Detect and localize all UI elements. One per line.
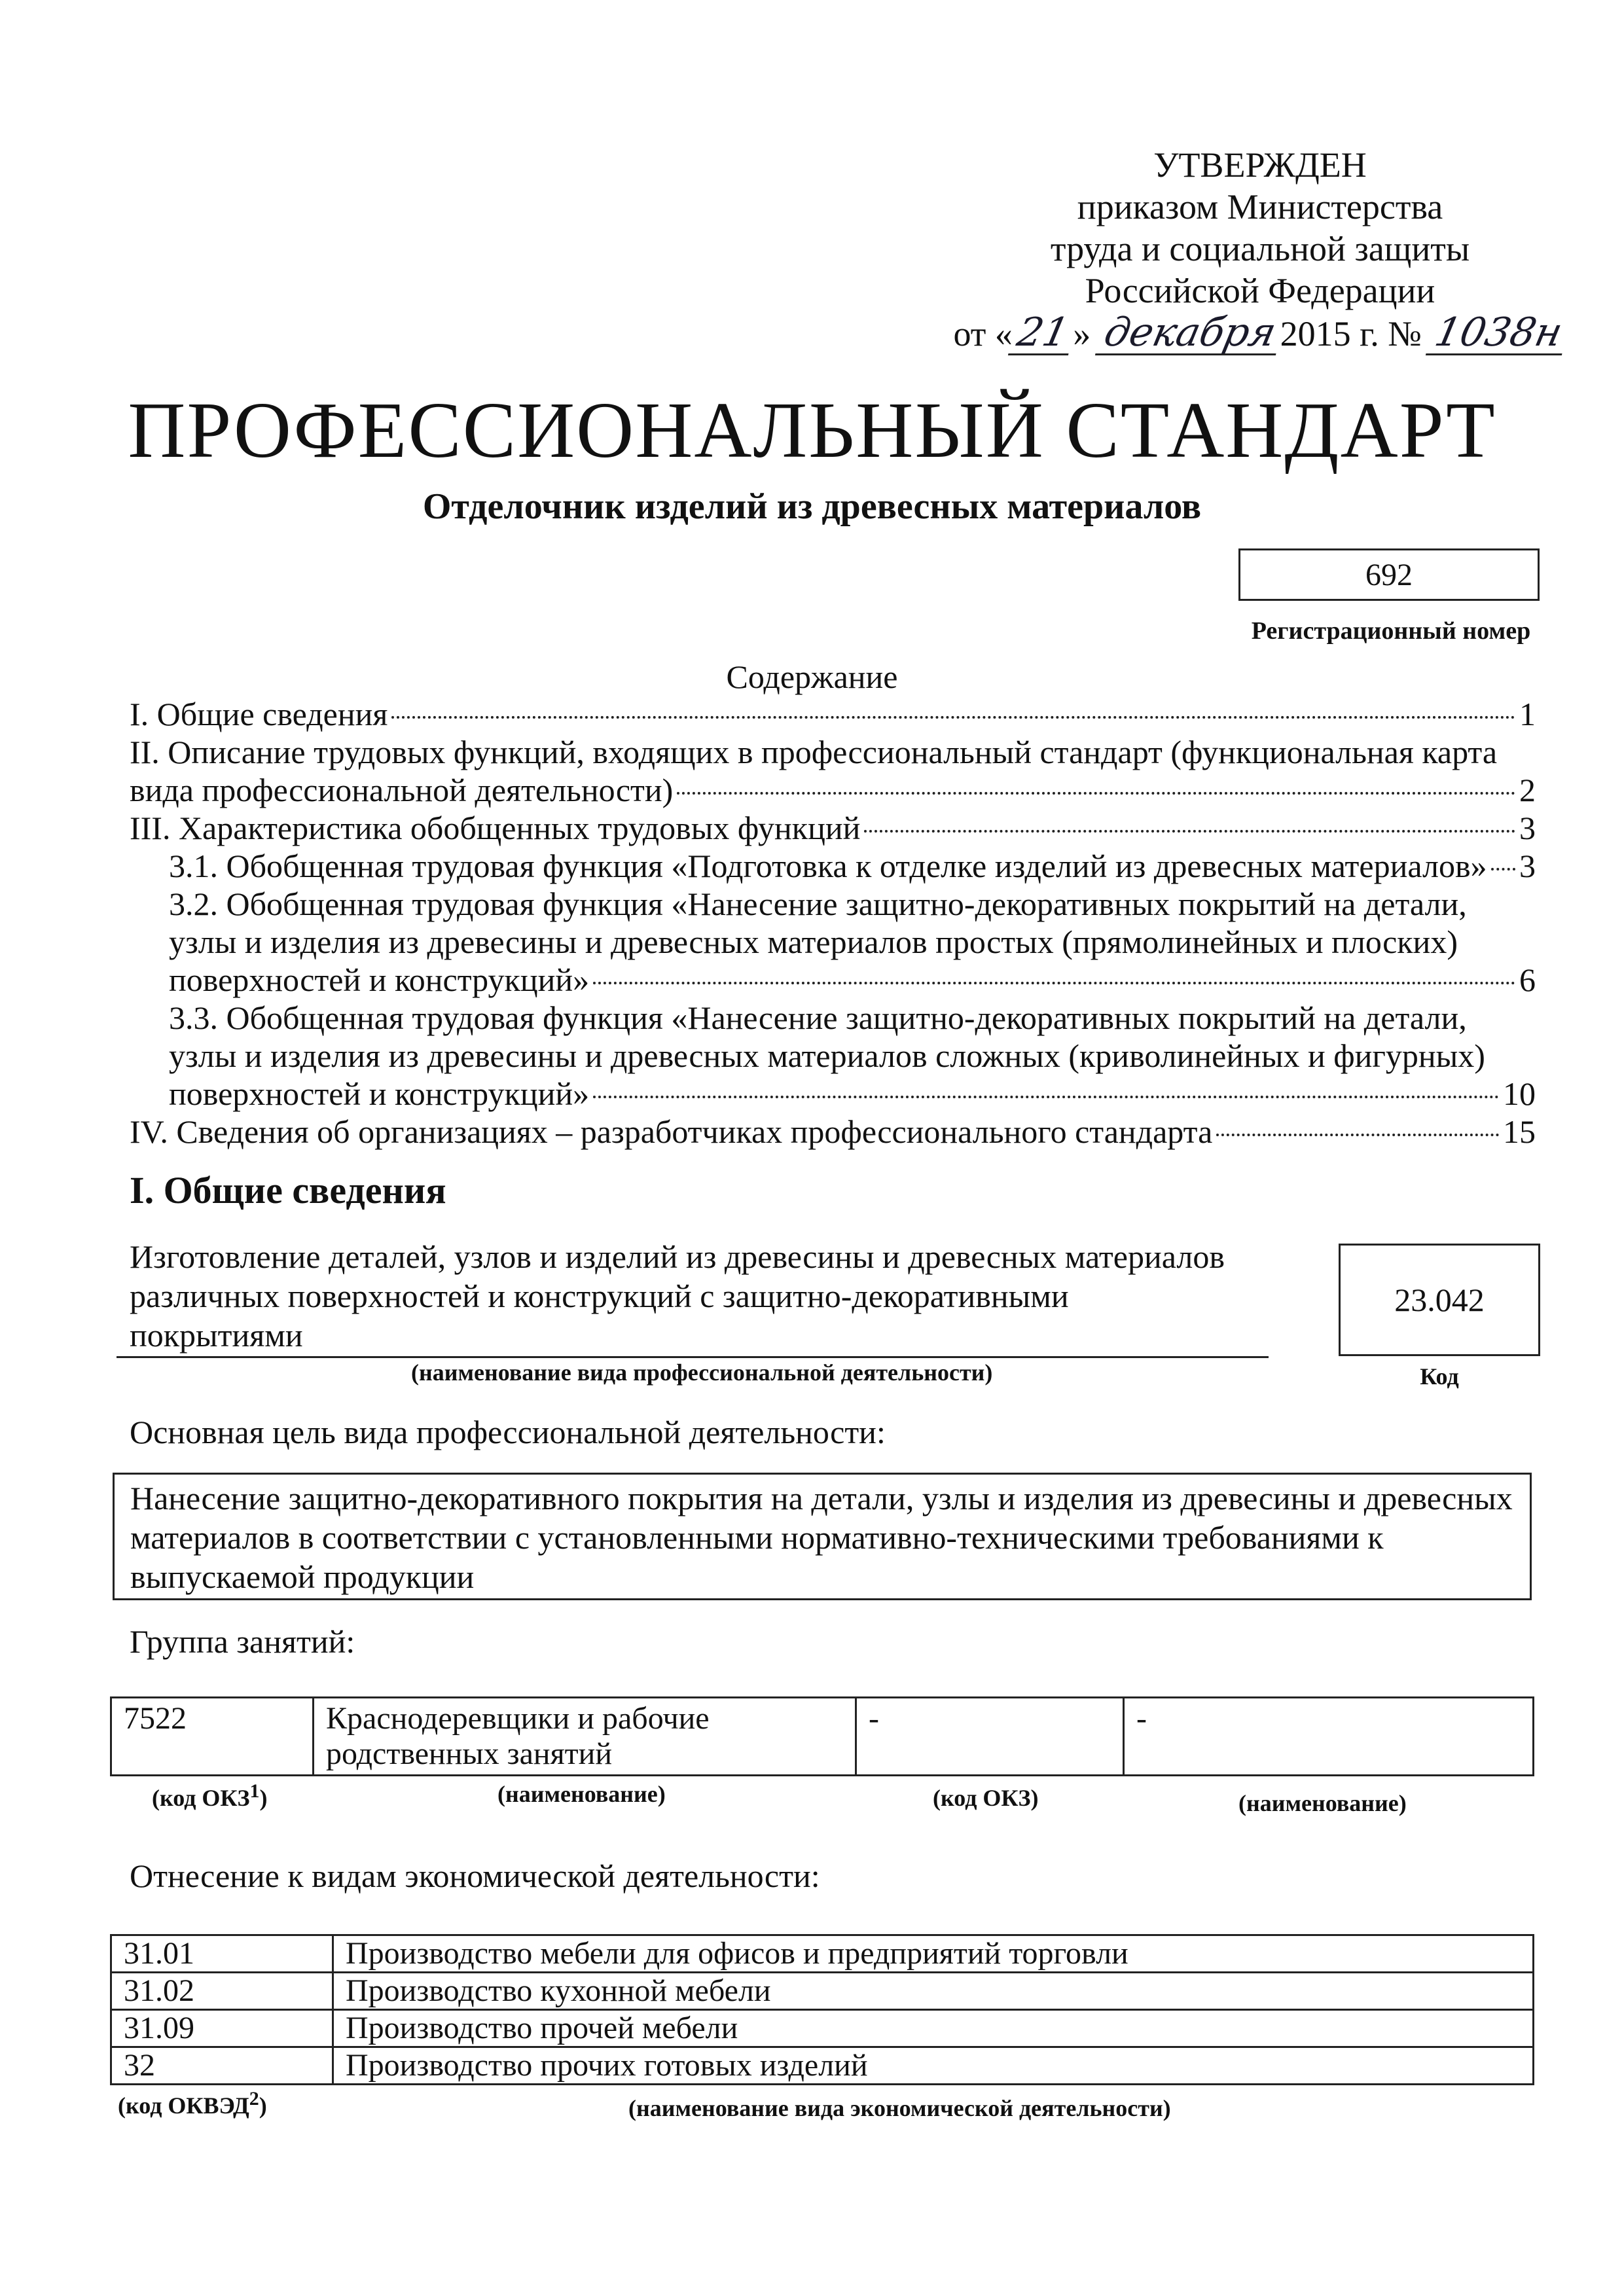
table-row [111,1698,1534,1776]
date-day-handwritten: 21 [1008,312,1078,355]
okz-name-cell [314,1698,856,1776]
activity-code-box: 23.042 [1339,1244,1540,1356]
occupation-group-table [110,1696,1534,1776]
date-mid: » [1073,314,1091,353]
okz-name-caption-2: (наименование) [1238,1790,1407,1816]
goal-line-2: материалов в соответствии с установленными нормативно-техническими требованиями к [130,1519,1384,1556]
okz-code-caption-2: (код ОКЗ) [933,1785,1039,1811]
goal-label: Основная цель вида профессиональной деятельности: [130,1414,886,1450]
table-row [111,2047,1534,2085]
okz-code-caption: (код ОКЗ$^1$) [152,1780,268,1811]
okved-code-cell: 32 [111,2047,333,2085]
date-prefix: от « [953,314,1013,353]
activity-line-3: покрытиями [130,1317,303,1354]
table-row [111,1935,1534,1973]
date-month-handwritten: декабря [1095,312,1285,355]
econ-activity-table [110,1934,1534,2085]
toc-leader [593,982,1515,984]
approval-line-4: Российской Федерации [1085,271,1435,310]
okved-name-cell: Производство кухонной мебели [333,1973,1534,2010]
econ-activity-label: Отнесение к видам экономической деятельности: [130,1857,820,1894]
toc-entry-ii[interactable]: вида профессиональной деятельности) 2 [130,772,1536,808]
okz-code-cell: 7522 [111,1698,314,1776]
goal-line-1: Нанесение защитно-декоративного покрытия на детали, узлы и изделия из древесины и древесных [130,1480,1513,1516]
standard-subtitle: Отделочник изделий из древесных материалов [422,486,1202,527]
okved-name-cell: Производство мебели для офисов и предприятий торговли [333,1935,1534,1973]
toc-entry-i[interactable]: I. Общие сведения 1 [130,696,1536,732]
table-of-contents [130,695,1536,1151]
okz-name-line-1: Краснодеревщики и рабочие [326,1701,710,1736]
table-row [111,2010,1534,2047]
activity-line-1: Изготовление деталей, узлов и изделий из древесины и древесных материалов [130,1238,1225,1275]
toc-leader [864,830,1515,833]
toc-leader [1216,1134,1499,1136]
toc-leader [1491,868,1515,870]
toc-entry-3-1[interactable]: 3.1. Обобщенная трудовая функция «Подготовка к отделке изделий из древесных материалов» 3 [169,848,1536,884]
approval-line-3: труда и социальной защиты [1050,229,1470,268]
approval-line-2: приказом Министерства [1077,187,1443,226]
okz-name-cell-2: - [1124,1698,1534,1776]
okz-code-cell-2: - [856,1698,1124,1776]
section-heading: I. Общие сведения [130,1169,446,1211]
okved-code-caption: (код ОКВЭД$^2$) [118,2088,267,2119]
goal-box [113,1473,1532,1600]
toc-heading: Содержание [726,658,898,695]
page-title: ПРОФЕССИОНАЛЬНЫЙ СТАНДАРТ [128,386,1496,475]
okz-name-caption: (наименование) [497,1781,666,1807]
approval-block [929,144,1591,355]
toc-entry-ii-line1[interactable]: II. Описание трудовых функций, входящих в профессиональный стандарт (функциональная карта [130,734,1498,770]
group-label: Группа занятий: [130,1623,355,1660]
date-year: 2015 г. № [1280,314,1422,353]
toc-entry-3-3-line1[interactable]: 3.3. Обобщенная трудовая функция «Нанесение защитно-декоративных покрытий на детали, [169,999,1467,1036]
toc-entry-3-3[interactable]: поверхностей и конструкций» 10 [169,1075,1536,1112]
toc-leader [677,792,1515,795]
okved-code-cell: 31.01 [111,1935,333,1973]
order-number-handwritten: 1038н [1426,312,1571,355]
okz-name-line-2: родственных занятий [326,1736,613,1771]
okved-name-cell: Производство прочих готовых изделий [333,2047,1534,2085]
toc-entry-iv[interactable]: IV. Сведения об организациях – разработчиках профессионального стандарта 15 [130,1113,1536,1150]
goal-line-3: выпускаемой продукции [130,1558,475,1595]
toc-entry-3-2[interactable]: поверхностей и конструкций» 6 [169,961,1536,998]
okved-name-caption: (наименование вида экономической деятельности) [628,2095,1171,2121]
toc-leader [593,1096,1499,1098]
activity-caption: (наименование вида профессиональной деятельности) [411,1359,993,1386]
toc-entry-3-2-line1[interactable]: 3.2. Обобщенная трудовая функция «Нанесение защитно-декоративных покрытий на детали, [169,886,1467,922]
registration-number-label: Регистрационный номер [1251,617,1531,645]
activity-underline [117,1356,1269,1358]
registration-number-box: 692 [1238,548,1540,601]
toc-entry-iii[interactable]: III. Характеристика обобщенных трудовых функций 3 [130,810,1536,846]
approval-date-line [929,312,1591,355]
okved-name-cell: Производство прочей мебели [333,2010,1534,2047]
activity-name [130,1237,1269,1355]
toc-leader [391,716,1515,719]
okved-code-cell: 31.09 [111,2010,333,2047]
toc-entry-3-2-line2[interactable]: узлы и изделия из древесины и древесных материалов простых (прямолинейных и плоских) [169,924,1458,960]
okved-code-cell: 31.02 [111,1973,333,2010]
table-row [111,1973,1534,2010]
toc-entry-3-3-line2[interactable]: узлы и изделия из древесины и древесных материалов сложных (криволинейных и фигурных) [169,1037,1485,1074]
approval-line-1: УТВЕРЖДЕН [1153,145,1367,185]
activity-code-caption: Код [1420,1363,1459,1390]
activity-line-2: различных поверхностей и конструкций с защитно-декоративными [130,1278,1069,1314]
